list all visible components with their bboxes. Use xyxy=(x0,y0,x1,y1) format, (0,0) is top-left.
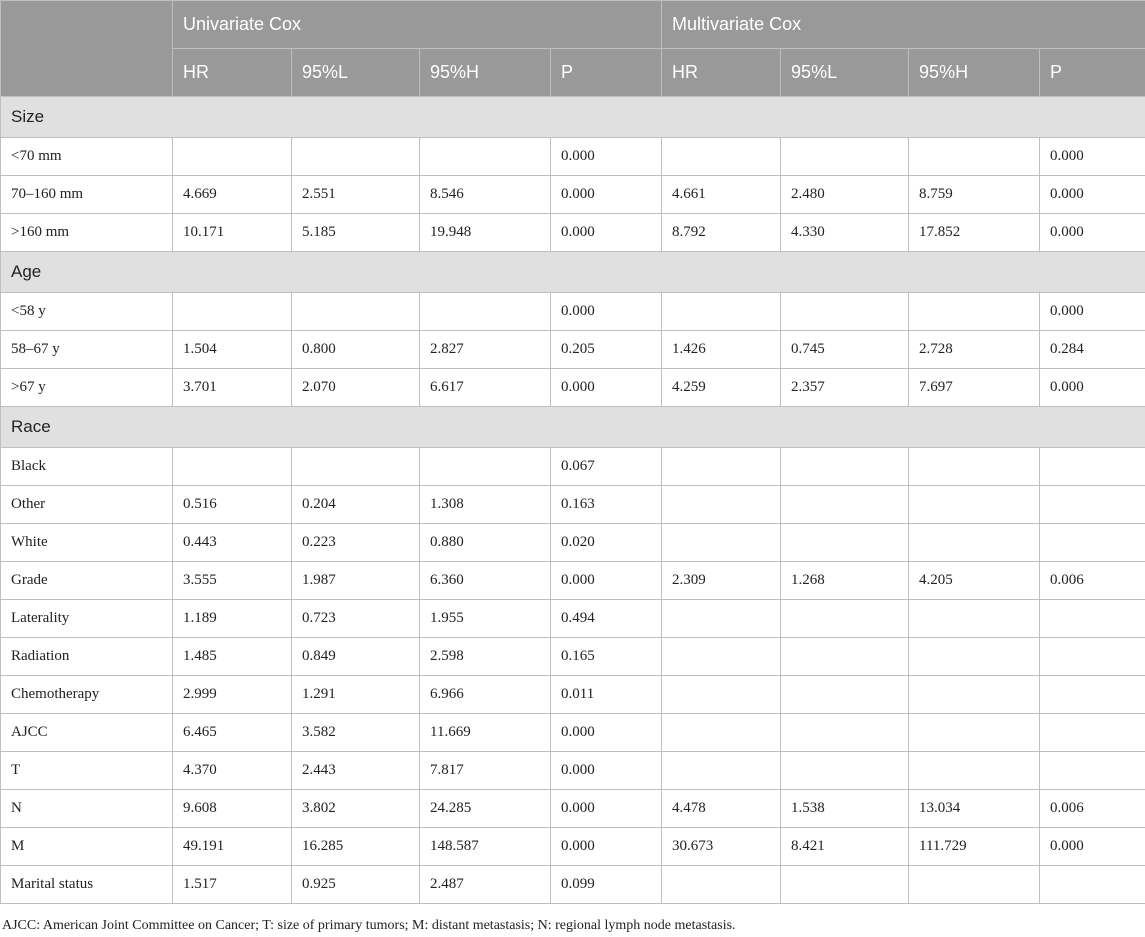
cell-mv-hr: 2.309 xyxy=(662,562,781,600)
cell-mv-h xyxy=(909,486,1040,524)
cell-uni-h: 2.827 xyxy=(420,331,551,369)
cell-uni-h: 2.598 xyxy=(420,638,551,676)
header-row-columns xyxy=(1,49,1145,97)
header-uni-95h: 95%H xyxy=(420,49,551,97)
cell-mv-hr xyxy=(662,752,781,790)
cell-mv-p: 0.006 xyxy=(1040,790,1145,828)
row-label: 58–67 y xyxy=(1,331,173,369)
cell-uni-l: 3.802 xyxy=(292,790,420,828)
header-mv-95h: 95%H xyxy=(909,49,1040,97)
row-label: <58 y xyxy=(1,293,173,331)
cell-mv-l xyxy=(781,752,909,790)
cell-uni-h: 24.285 xyxy=(420,790,551,828)
cell-uni-h xyxy=(420,448,551,486)
cell-mv-hr xyxy=(662,676,781,714)
table-row xyxy=(1,866,1145,904)
row-label: N xyxy=(1,790,173,828)
cell-uni-l: 2.070 xyxy=(292,369,420,407)
cell-mv-hr: 4.661 xyxy=(662,176,781,214)
group-label: Race xyxy=(1,407,1145,448)
cell-uni-h: 19.948 xyxy=(420,214,551,252)
table-row xyxy=(1,448,1145,486)
cell-mv-p: 0.000 xyxy=(1040,214,1145,252)
cell-uni-l: 0.849 xyxy=(292,638,420,676)
row-label: AJCC xyxy=(1,714,173,752)
group-label: Size xyxy=(1,97,1145,138)
cell-mv-p: 0.006 xyxy=(1040,562,1145,600)
cell-uni-h: 2.487 xyxy=(420,866,551,904)
cell-uni-l xyxy=(292,293,420,331)
cell-mv-hr xyxy=(662,714,781,752)
cell-mv-hr xyxy=(662,524,781,562)
table-row xyxy=(1,369,1145,407)
header-multivariate: Multivariate Cox xyxy=(662,1,1145,49)
cell-uni-p: 0.000 xyxy=(551,714,662,752)
cell-mv-l: 8.421 xyxy=(781,828,909,866)
cell-mv-p: 0.000 xyxy=(1040,293,1145,331)
cell-uni-hr: 0.443 xyxy=(173,524,292,562)
cell-uni-p: 0.000 xyxy=(551,176,662,214)
row-label: White xyxy=(1,524,173,562)
cell-mv-l xyxy=(781,866,909,904)
cell-mv-p: 0.000 xyxy=(1040,369,1145,407)
group-label: Age xyxy=(1,252,1145,293)
cell-mv-hr xyxy=(662,448,781,486)
cell-mv-p xyxy=(1040,486,1145,524)
group-row xyxy=(1,407,1145,448)
cell-uni-p: 0.205 xyxy=(551,331,662,369)
row-label: M xyxy=(1,828,173,866)
cell-uni-h: 148.587 xyxy=(420,828,551,866)
cell-mv-hr: 8.792 xyxy=(662,214,781,252)
table-row xyxy=(1,138,1145,176)
header-row-groups xyxy=(1,1,1145,49)
cell-uni-h: 0.880 xyxy=(420,524,551,562)
header-uni-hr: HR xyxy=(173,49,292,97)
cell-uni-hr: 49.191 xyxy=(173,828,292,866)
cell-uni-hr: 3.701 xyxy=(173,369,292,407)
table-row xyxy=(1,714,1145,752)
cell-mv-hr: 1.426 xyxy=(662,331,781,369)
cell-mv-l xyxy=(781,486,909,524)
cell-uni-l: 0.925 xyxy=(292,866,420,904)
cell-uni-hr xyxy=(173,448,292,486)
header-mv-hr: HR xyxy=(662,49,781,97)
cell-mv-h xyxy=(909,138,1040,176)
cell-mv-l xyxy=(781,714,909,752)
cell-uni-h xyxy=(420,293,551,331)
table-row xyxy=(1,600,1145,638)
cell-uni-hr: 0.516 xyxy=(173,486,292,524)
cell-mv-h xyxy=(909,752,1040,790)
cell-uni-h: 6.360 xyxy=(420,562,551,600)
row-label: T xyxy=(1,752,173,790)
header-mv-p: P xyxy=(1040,49,1145,97)
cell-mv-l xyxy=(781,524,909,562)
cell-mv-h: 8.759 xyxy=(909,176,1040,214)
cell-mv-l xyxy=(781,138,909,176)
cell-mv-hr xyxy=(662,866,781,904)
cell-uni-hr: 1.517 xyxy=(173,866,292,904)
cell-mv-p xyxy=(1040,600,1145,638)
cell-mv-h xyxy=(909,524,1040,562)
cell-mv-p xyxy=(1040,714,1145,752)
cell-uni-l: 0.223 xyxy=(292,524,420,562)
cell-uni-hr: 1.504 xyxy=(173,331,292,369)
table-row xyxy=(1,214,1145,252)
cell-mv-l xyxy=(781,638,909,676)
cell-uni-l: 0.723 xyxy=(292,600,420,638)
cell-mv-hr xyxy=(662,293,781,331)
cell-mv-h xyxy=(909,638,1040,676)
row-label: 70–160 mm xyxy=(1,176,173,214)
table-row xyxy=(1,790,1145,828)
cell-mv-l: 2.480 xyxy=(781,176,909,214)
row-label: Grade xyxy=(1,562,173,600)
cell-mv-l xyxy=(781,293,909,331)
cell-mv-p: 0.000 xyxy=(1040,828,1145,866)
cell-uni-hr: 1.485 xyxy=(173,638,292,676)
row-label: Other xyxy=(1,486,173,524)
cell-uni-l xyxy=(292,138,420,176)
cell-mv-p xyxy=(1040,448,1145,486)
cell-mv-l: 0.745 xyxy=(781,331,909,369)
table-row xyxy=(1,486,1145,524)
cell-uni-h: 11.669 xyxy=(420,714,551,752)
cell-mv-hr xyxy=(662,638,781,676)
cell-mv-h xyxy=(909,448,1040,486)
cell-uni-l: 2.443 xyxy=(292,752,420,790)
cell-uni-p: 0.000 xyxy=(551,790,662,828)
cell-mv-l: 4.330 xyxy=(781,214,909,252)
row-label: Marital status xyxy=(1,866,173,904)
header-uni-p: P xyxy=(551,49,662,97)
cell-uni-p: 0.000 xyxy=(551,138,662,176)
cell-uni-p: 0.165 xyxy=(551,638,662,676)
cell-mv-p xyxy=(1040,524,1145,562)
header-mv-95l: 95%L xyxy=(781,49,909,97)
cell-uni-l: 16.285 xyxy=(292,828,420,866)
cell-uni-p: 0.163 xyxy=(551,486,662,524)
cell-uni-hr: 3.555 xyxy=(173,562,292,600)
cell-uni-hr xyxy=(173,138,292,176)
cell-mv-h: 17.852 xyxy=(909,214,1040,252)
table-row xyxy=(1,524,1145,562)
cell-mv-p xyxy=(1040,752,1145,790)
cell-uni-h: 6.966 xyxy=(420,676,551,714)
cell-uni-hr: 2.999 xyxy=(173,676,292,714)
cell-mv-p: 0.000 xyxy=(1040,176,1145,214)
cell-uni-l xyxy=(292,448,420,486)
cell-mv-h xyxy=(909,866,1040,904)
cell-uni-p: 0.000 xyxy=(551,293,662,331)
cell-uni-p: 0.000 xyxy=(551,369,662,407)
row-label: >67 y xyxy=(1,369,173,407)
cell-uni-h: 8.546 xyxy=(420,176,551,214)
table-row xyxy=(1,331,1145,369)
cell-uni-p: 0.000 xyxy=(551,562,662,600)
row-label: <70 mm xyxy=(1,138,173,176)
cell-mv-h: 13.034 xyxy=(909,790,1040,828)
cell-mv-h: 2.728 xyxy=(909,331,1040,369)
cell-uni-hr: 4.370 xyxy=(173,752,292,790)
cell-mv-hr xyxy=(662,138,781,176)
cell-uni-l: 0.800 xyxy=(292,331,420,369)
cell-mv-l: 1.538 xyxy=(781,790,909,828)
cell-mv-p xyxy=(1040,638,1145,676)
group-row xyxy=(1,97,1145,138)
cell-uni-p: 0.000 xyxy=(551,752,662,790)
cell-uni-p: 0.011 xyxy=(551,676,662,714)
table-row xyxy=(1,293,1145,331)
cell-uni-hr: 1.189 xyxy=(173,600,292,638)
cell-mv-hr xyxy=(662,600,781,638)
cell-mv-h xyxy=(909,714,1040,752)
cell-mv-l xyxy=(781,600,909,638)
table-footnote: AJCC: American Joint Committee on Cancer; T: size of primary tumors; M: distant metastasis; N: regional lymph node metastasis. xyxy=(2,918,736,933)
cell-uni-l: 1.987 xyxy=(292,562,420,600)
cell-uni-p: 0.494 xyxy=(551,600,662,638)
table-row xyxy=(1,752,1145,790)
cell-mv-hr xyxy=(662,486,781,524)
group-row xyxy=(1,252,1145,293)
cell-mv-hr: 4.478 xyxy=(662,790,781,828)
row-label: Black xyxy=(1,448,173,486)
cell-mv-h xyxy=(909,676,1040,714)
cell-mv-p xyxy=(1040,866,1145,904)
cell-mv-l xyxy=(781,676,909,714)
row-label: Laterality xyxy=(1,600,173,638)
cell-mv-hr: 4.259 xyxy=(662,369,781,407)
cell-mv-h: 111.729 xyxy=(909,828,1040,866)
cell-mv-p xyxy=(1040,676,1145,714)
cell-uni-l: 1.291 xyxy=(292,676,420,714)
cell-uni-p: 0.067 xyxy=(551,448,662,486)
cell-mv-l: 1.268 xyxy=(781,562,909,600)
cell-uni-hr: 6.465 xyxy=(173,714,292,752)
cell-uni-p: 0.099 xyxy=(551,866,662,904)
cell-mv-p: 0.284 xyxy=(1040,331,1145,369)
header-univariate: Univariate Cox xyxy=(173,1,662,49)
cell-uni-hr: 4.669 xyxy=(173,176,292,214)
row-label: Chemotherapy xyxy=(1,676,173,714)
cell-uni-l: 3.582 xyxy=(292,714,420,752)
table-row xyxy=(1,638,1145,676)
cell-mv-h: 4.205 xyxy=(909,562,1040,600)
row-label: >160 mm xyxy=(1,214,173,252)
table-row xyxy=(1,562,1145,600)
cell-mv-h: 7.697 xyxy=(909,369,1040,407)
cell-mv-hr: 30.673 xyxy=(662,828,781,866)
cell-mv-l xyxy=(781,448,909,486)
cell-uni-l: 2.551 xyxy=(292,176,420,214)
cell-mv-h xyxy=(909,600,1040,638)
table-row xyxy=(1,828,1145,866)
cell-mv-p: 0.000 xyxy=(1040,138,1145,176)
cell-uni-p: 0.000 xyxy=(551,828,662,866)
table-row xyxy=(1,676,1145,714)
cell-uni-p: 0.020 xyxy=(551,524,662,562)
row-label: Radiation xyxy=(1,638,173,676)
cell-uni-hr xyxy=(173,293,292,331)
cell-uni-p: 0.000 xyxy=(551,214,662,252)
cell-uni-h: 1.308 xyxy=(420,486,551,524)
cell-uni-h: 1.955 xyxy=(420,600,551,638)
cell-uni-h: 6.617 xyxy=(420,369,551,407)
header-blank-cell xyxy=(1,1,173,97)
cell-uni-hr: 9.608 xyxy=(173,790,292,828)
cell-mv-h xyxy=(909,293,1040,331)
cell-uni-h xyxy=(420,138,551,176)
cell-uni-h: 7.817 xyxy=(420,752,551,790)
table-row xyxy=(1,176,1145,214)
cell-uni-hr: 10.171 xyxy=(173,214,292,252)
cell-uni-l: 5.185 xyxy=(292,214,420,252)
header-uni-95l: 95%L xyxy=(292,49,420,97)
cell-mv-l: 2.357 xyxy=(781,369,909,407)
cell-uni-l: 0.204 xyxy=(292,486,420,524)
